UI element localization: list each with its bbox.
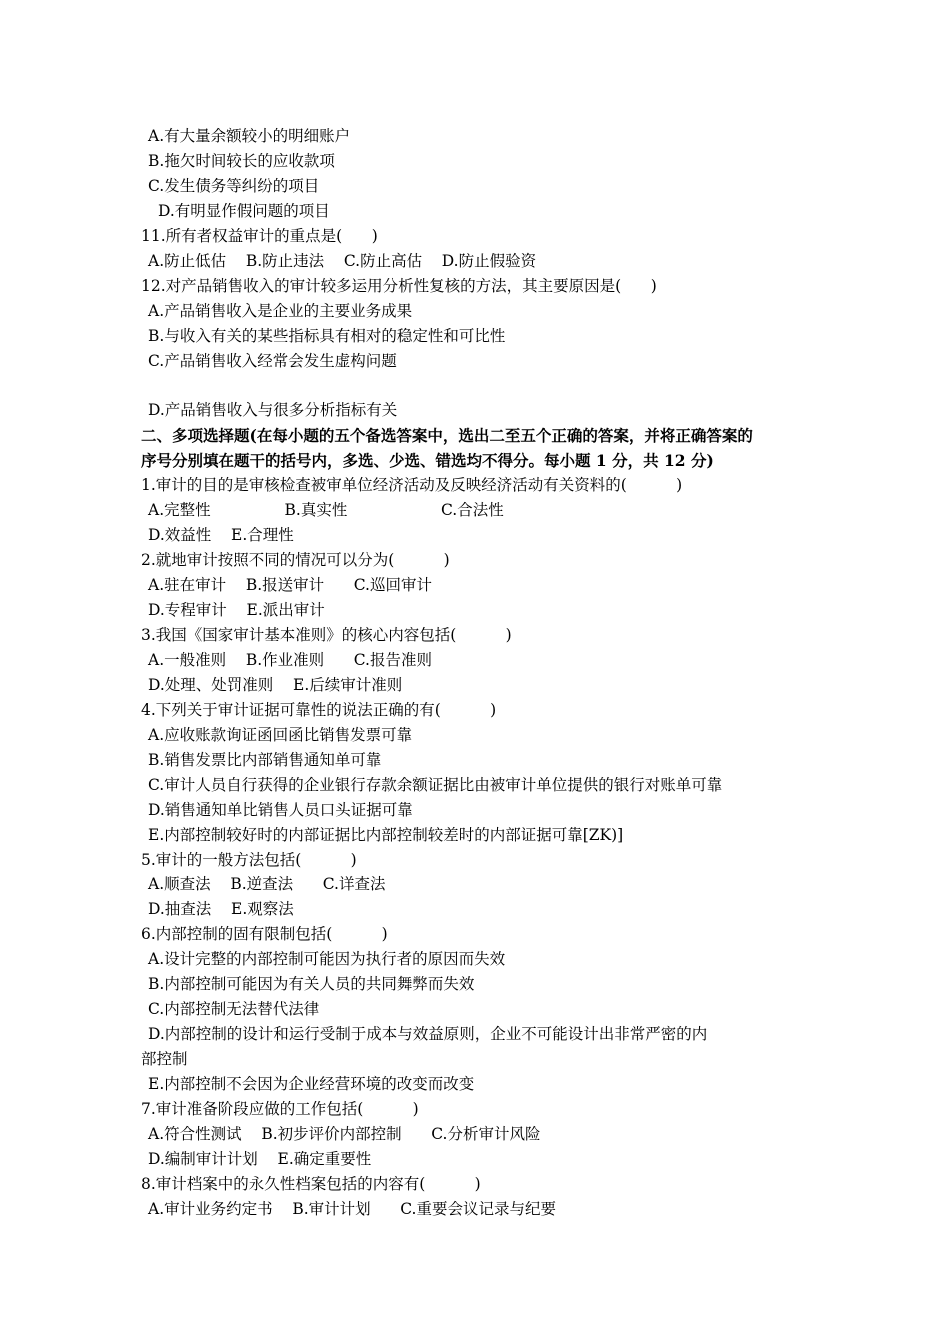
option-line: C.发生债务等纠纷的项目	[148, 177, 320, 195]
question-line: 11.所有者权益审计的重点是( )	[141, 227, 378, 245]
option-line: A.一般准则 B.作业准则 C.报告准则	[148, 651, 432, 669]
option-line: D.抽查法 E.观察法	[148, 900, 294, 918]
option-line: A.有大量余额较小的明细账户	[148, 127, 351, 145]
option-line: D.销售通知单比销售人员口头证据可靠	[148, 801, 413, 819]
question-line: 7.审计准备阶段应做的工作包括( )	[141, 1100, 419, 1118]
option-line: B.销售发票比内部销售通知单可靠	[148, 751, 382, 769]
option-line: C.审计人员自行获得的企业银行存款余额证据比由被审计单位提供的银行对账单可靠	[148, 776, 723, 794]
option-line: A.设计完整的内部控制可能因为执行者的原因而失效	[148, 950, 506, 968]
option-line: D.专程审计 E.派出审计	[148, 601, 325, 619]
option-line: E.内部控制较好时的内部证据比内部控制较差时的内部证据可靠[ZK)]	[148, 826, 624, 844]
option-line: D.效益性 E.合理性	[148, 526, 294, 544]
option-line: B.拖欠时间较长的应收款项	[148, 152, 335, 170]
question-line: 12.对产品销售收入的审计较多运用分析性复核的方法，其主要原因是( )	[141, 277, 657, 295]
option-line: D.编制审计计划 E.确定重要性	[148, 1150, 372, 1168]
option-line: C.产品销售收入经常会发生虚构问题	[148, 352, 397, 370]
option-line: B.内部控制可能因为有关人员的共同舞弊而失效	[148, 975, 475, 993]
section-heading: 二、多项选择题(在每小题的五个备选答案中，选出二至五个正确的答案，并将正确答案的	[141, 426, 753, 445]
question-line: 3.我国《国家审计基本准则》的核心内容包括( )	[141, 626, 512, 644]
question-line: 8.审计档案中的永久性档案包括的内容有( )	[141, 1175, 481, 1193]
option-line: A.应收账款询证函回函比销售发票可靠	[148, 726, 413, 744]
question-line: 5.审计的一般方法包括( )	[141, 851, 357, 869]
question-line: 2.就地审计按照不同的情况可以分为( )	[141, 551, 450, 569]
option-line: B.与收入有关的某些指标具有相对的稳定性和可比性	[148, 327, 506, 345]
option-line: D.处理、处罚准则 E.后续审计准则	[148, 676, 403, 694]
question-line: 6.内部控制的固有限制包括( )	[141, 925, 388, 943]
option-line: D.内部控制的设计和运行受制于成本与效益原则，企业不可能设计出非常严密的内	[148, 1025, 708, 1043]
option-line: A.防止低估 B.防止违法 C.防止高估 D.防止假验资	[148, 252, 537, 270]
option-line: D.有明显作假问题的项目	[158, 202, 330, 220]
question-line: 4.下列关于审计证据可靠性的说法正确的有( )	[141, 701, 497, 719]
section-heading: 序号分别填在题干的括号内，多选、少选、错选均不得分。每小题 1 分，共 12 分)	[141, 451, 714, 470]
option-line: A.审计业务约定书 B.审计计划 C.重要会议记录与纪要	[148, 1200, 556, 1218]
option-line: C.内部控制无法替代法律	[148, 1000, 320, 1018]
option-continuation-line: 部控制	[141, 1050, 188, 1068]
option-line: E.内部控制不会因为企业经营环境的改变而改变	[148, 1075, 475, 1093]
option-line: A.驻在审计 B.报送审计 C.巡回审计	[148, 576, 432, 594]
option-line: A.顺查法 B.逆查法 C.详查法	[148, 875, 386, 893]
question-line: 1.审计的目的是审核检查被审单位经济活动及反映经济活动有关资料的( )	[141, 476, 683, 494]
option-line: A.符合性测试 B.初步评价内部控制 C.分析审计风险	[148, 1125, 541, 1143]
option-line: D.产品销售收入与很多分析指标有关	[148, 401, 398, 419]
option-line: A.完整性 B.真实性 C.合法性	[148, 501, 504, 519]
option-line: A.产品销售收入是企业的主要业务成果	[148, 302, 413, 320]
